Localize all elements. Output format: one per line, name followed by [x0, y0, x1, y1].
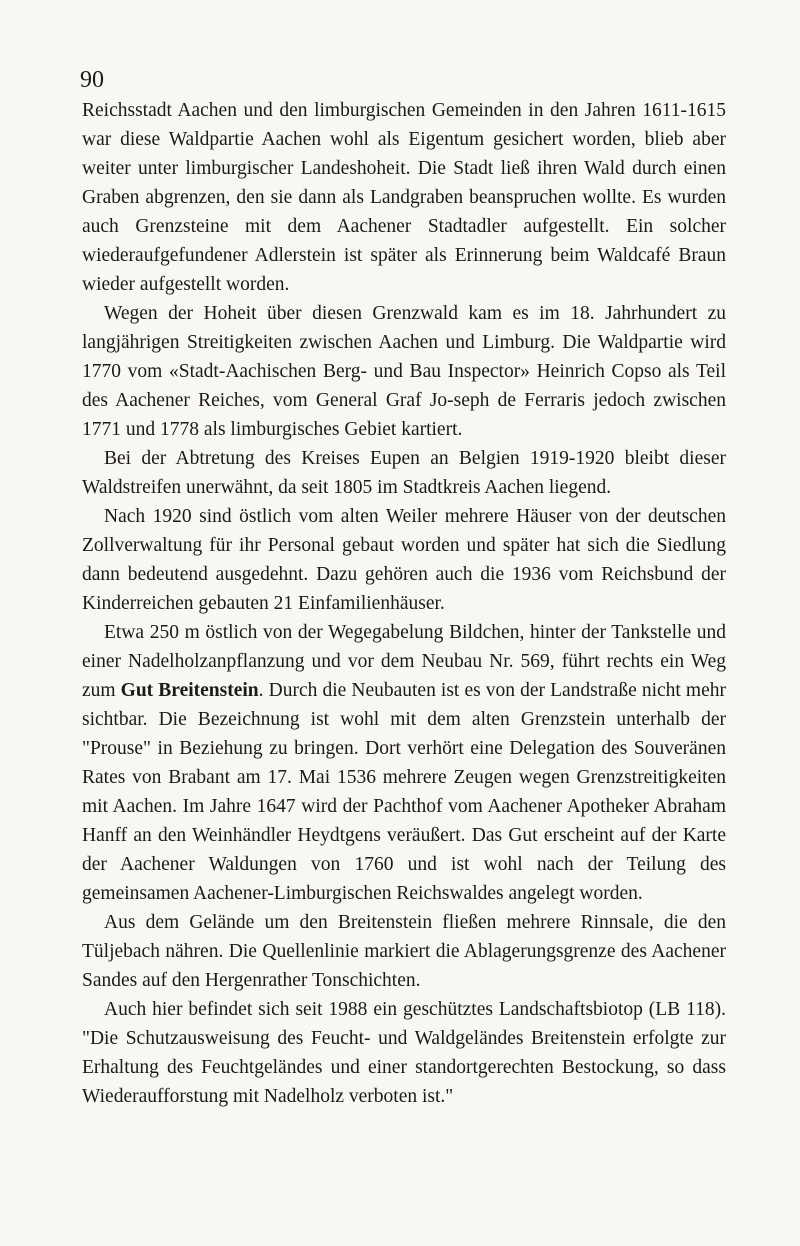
paragraph-eupen-cession: Bei der Abtretung des Kreises Eupen an Belgien 1919-1920 bleibt dieser Waldstreifen unerwähnt, da seit 1805 im Stadtkreis Aachen liegend.	[82, 448, 726, 498]
paragraph-text: Etwa 250 m östlich von der Wegegabelung Bildchen, hinter der Tankstelle und einer Nadelholzanpflanzung und vor dem Neubau Nr. 569, führt rechts ein Weg zum	[82, 622, 726, 701]
place-name-emphasis: Gut Breitenstein	[120, 680, 259, 701]
paragraph-settlement: Nach 1920 sind östlich vom alten Weiler mehrere Häuser von der deutschen Zollverwaltung für ihr Personal gebaut worden und später hat sich die Siedlung dann bedeutend ausgedehnt. Dazu gehören auch die 1936 vom Reichsbund der Kinderreichen gebauten 21 Einfamilienhäuser.	[82, 506, 726, 614]
paragraph-landschaftsbiotop: Auch hier befindet sich seit 1988 ein geschütztes Landschaftsbiotop (LB 118). "Die Schutzausweisung des Feucht- und Waldgeländes Breitenstein erfolgte zur Erhaltung des Feuchtgeländes und einer standortgerechten Bestockung, so dass Wiederaufforstung mit Nadelholz verboten ist."	[82, 999, 726, 1107]
paragraph-continuation: Reichsstadt Aachen und den limburgischen Gemeinden in den Jahren 1611-1615 war diese Waldpartie Aachen wohl als Eigentum gesichert worden, blieb aber weiter unter limburgischer Landeshoheit. Die Stadt ließ ihren Wald durch einen Graben abgrenzen, den sie dann als Landgraben beanspruchen wollte. Es wurden auch Grenzsteine mit dem Aachener Stadtadler aufgestellt. Ein solcher wiederaufgefundener Adlerstein ist später als Erinnerung beim Waldcafé Braun wieder aufgestellt worden.	[82, 100, 726, 295]
body-text	[82, 96, 726, 1111]
paragraph-gut-breitenstein	[82, 618, 726, 908]
page-number: 90	[80, 67, 104, 93]
paragraph-text: . Durch die Neubauten ist es von der Landstraße nicht mehr sichtbar. Die Bezeichnung ist wohl mit dem alten Grenzstein unterhalb der "Prouse" in Beziehung zu bringen. Dort verhört eine Delegation des Souveränen Rates von Brabant am 17. Mai 1536 mehrere Zeugen wegen Grenzstreitigkeiten mit Aachen. Im Jahre 1647 wird der Pachthof vom Aachener Apotheker Abraham Hanff an den Weinhändler Heydtgens veräußert. Das Gut erscheint auf der Karte der Aachener Waldungen von 1760 und ist wohl nach der Teilung des gemeinsamen Aachener-Limburgischen Reichswaldes angelegt worden.	[82, 680, 726, 904]
paragraph-grenzwald-dispute: Wegen der Hoheit über diesen Grenzwald kam es im 18. Jahrhundert zu langjährigen Streitigkeiten zwischen Aachen und Limburg. Die Waldpartie wird 1770 vom «Stadt-Aachischen Berg- und Bau Inspector» Heinrich Copso als Teil des Aachener Reiches, vom General Graf Jo-seph de Ferraris jedoch zwischen 1771 und 1778 als limburgisches Gebiet kartiert.	[82, 303, 726, 440]
paragraph-rinnsale: Aus dem Gelände um den Breitenstein fließen mehrere Rinnsale, die den Tüljebach nähren. Die Quellenlinie markiert die Ablagerungsgrenze des Aachener Sandes auf den Hergenrather Tonschichten.	[82, 912, 726, 991]
